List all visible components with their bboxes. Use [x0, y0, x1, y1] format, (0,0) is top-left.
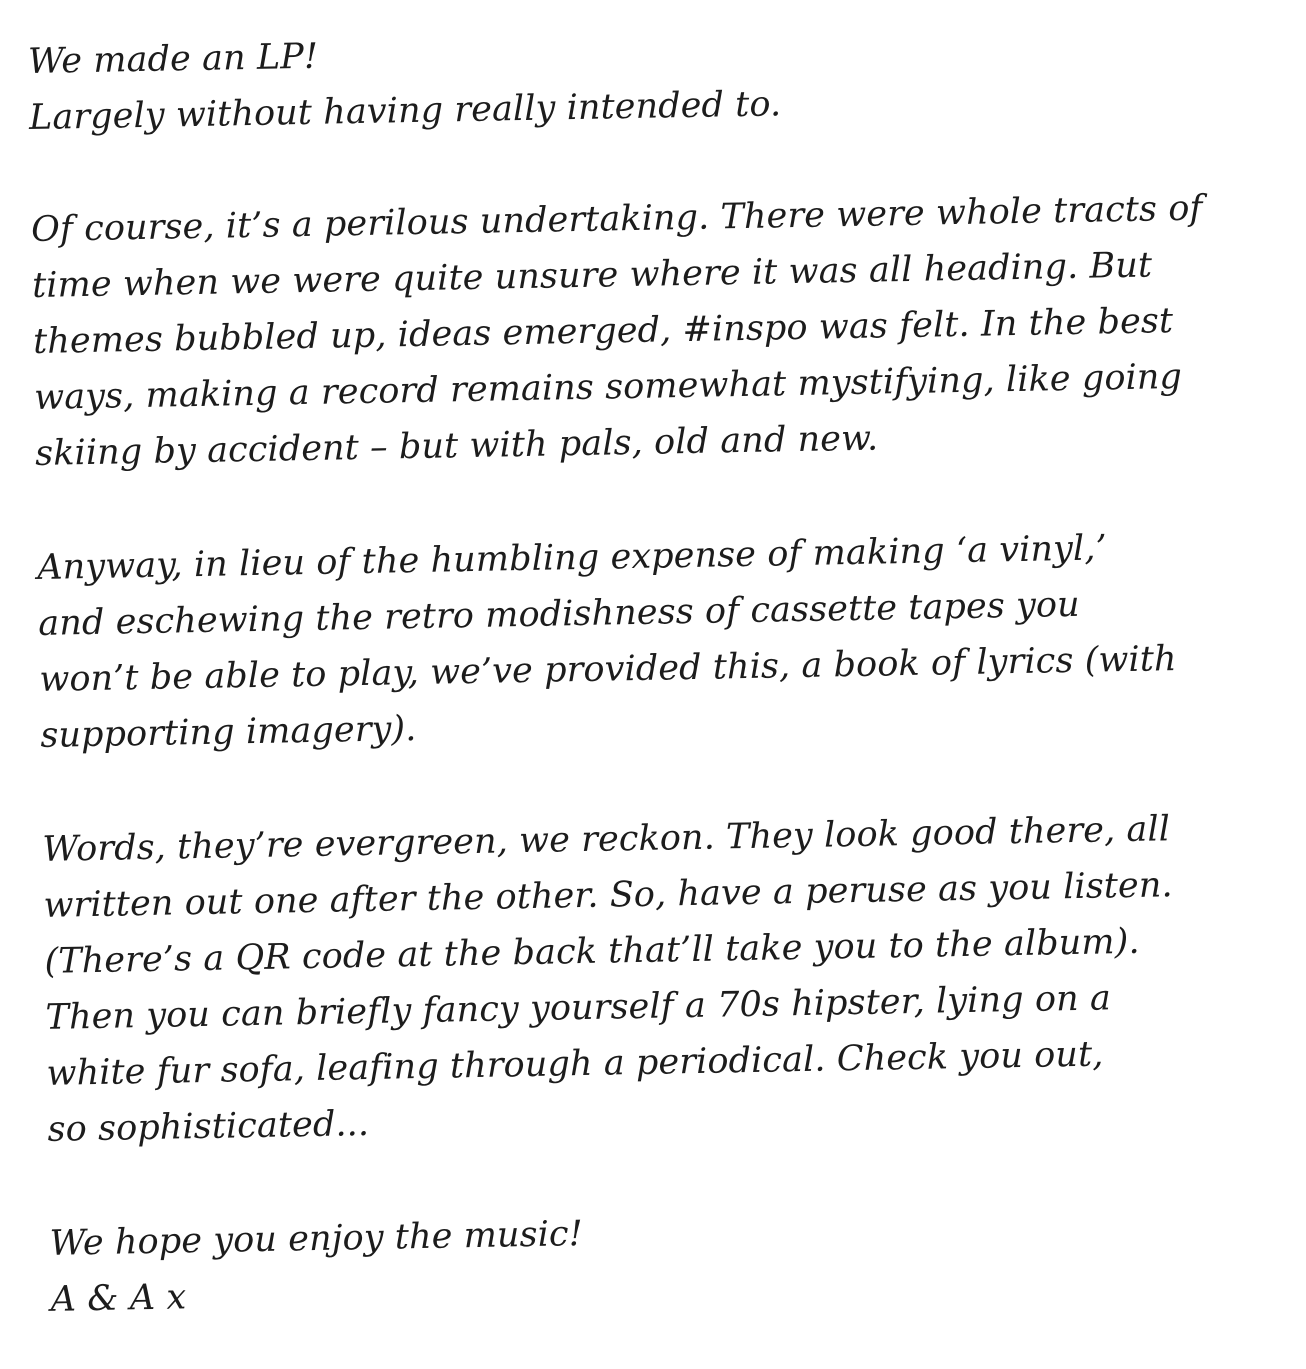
intro-line-1: We made an LP!	[27, 36, 319, 83]
paragraph-3-line-6: so sophisticated...	[47, 1103, 370, 1150]
signature: A & A x	[50, 1277, 187, 1320]
paragraph-3-line-1: Words, they’re evergreen, we reckon. They look good there, all	[42, 809, 1171, 870]
paragraph-1-line-2: time when we were quite unsure where it was all heading. But	[31, 245, 1153, 306]
paragraph-1-line-5: skiing by accident – but with pals, old and new.	[34, 418, 879, 474]
paragraph-3-line-2: written out one after the other. So, have a peruse as you listen.	[43, 865, 1174, 926]
paragraph-3-line-5: white fur sofa, leafing through a periodical. Check you out,	[46, 1034, 1104, 1094]
paragraph-1-line-4: ways, making a record remains somewhat mystifying, like going	[33, 356, 1183, 418]
paragraph-3-line-4: Then you can briefly fancy yourself a 70s hipster, lying on a	[45, 978, 1112, 1038]
paragraph-1-line-1: Of course, it’s a perilous undertaking. There were whole tracts of	[30, 188, 1203, 251]
paragraph-2-line-1: Anyway, in lieu of the humbling expense of making ‘a vinyl,’	[36, 528, 1108, 588]
paragraph-2-line-2: and eschewing the retro modishness of cassette tapes you	[37, 584, 1081, 644]
closing-line: We hope you enjoy the music!	[49, 1214, 584, 1264]
paragraph-2-line-4: supporting imagery).	[40, 709, 417, 756]
paragraph-1-line-3: themes bubbled up, ideas emerged, #inspo was felt. In the best	[32, 301, 1174, 362]
paragraph-3-line-3: (There’s a QR code at the back that’ll take you to the album).	[44, 921, 1140, 982]
paragraph-2-line-3: won’t be able to play, we’ve provided this, a book of lyrics (with	[38, 639, 1177, 700]
intro-line-2: Largely without having really intended to.	[28, 84, 782, 139]
